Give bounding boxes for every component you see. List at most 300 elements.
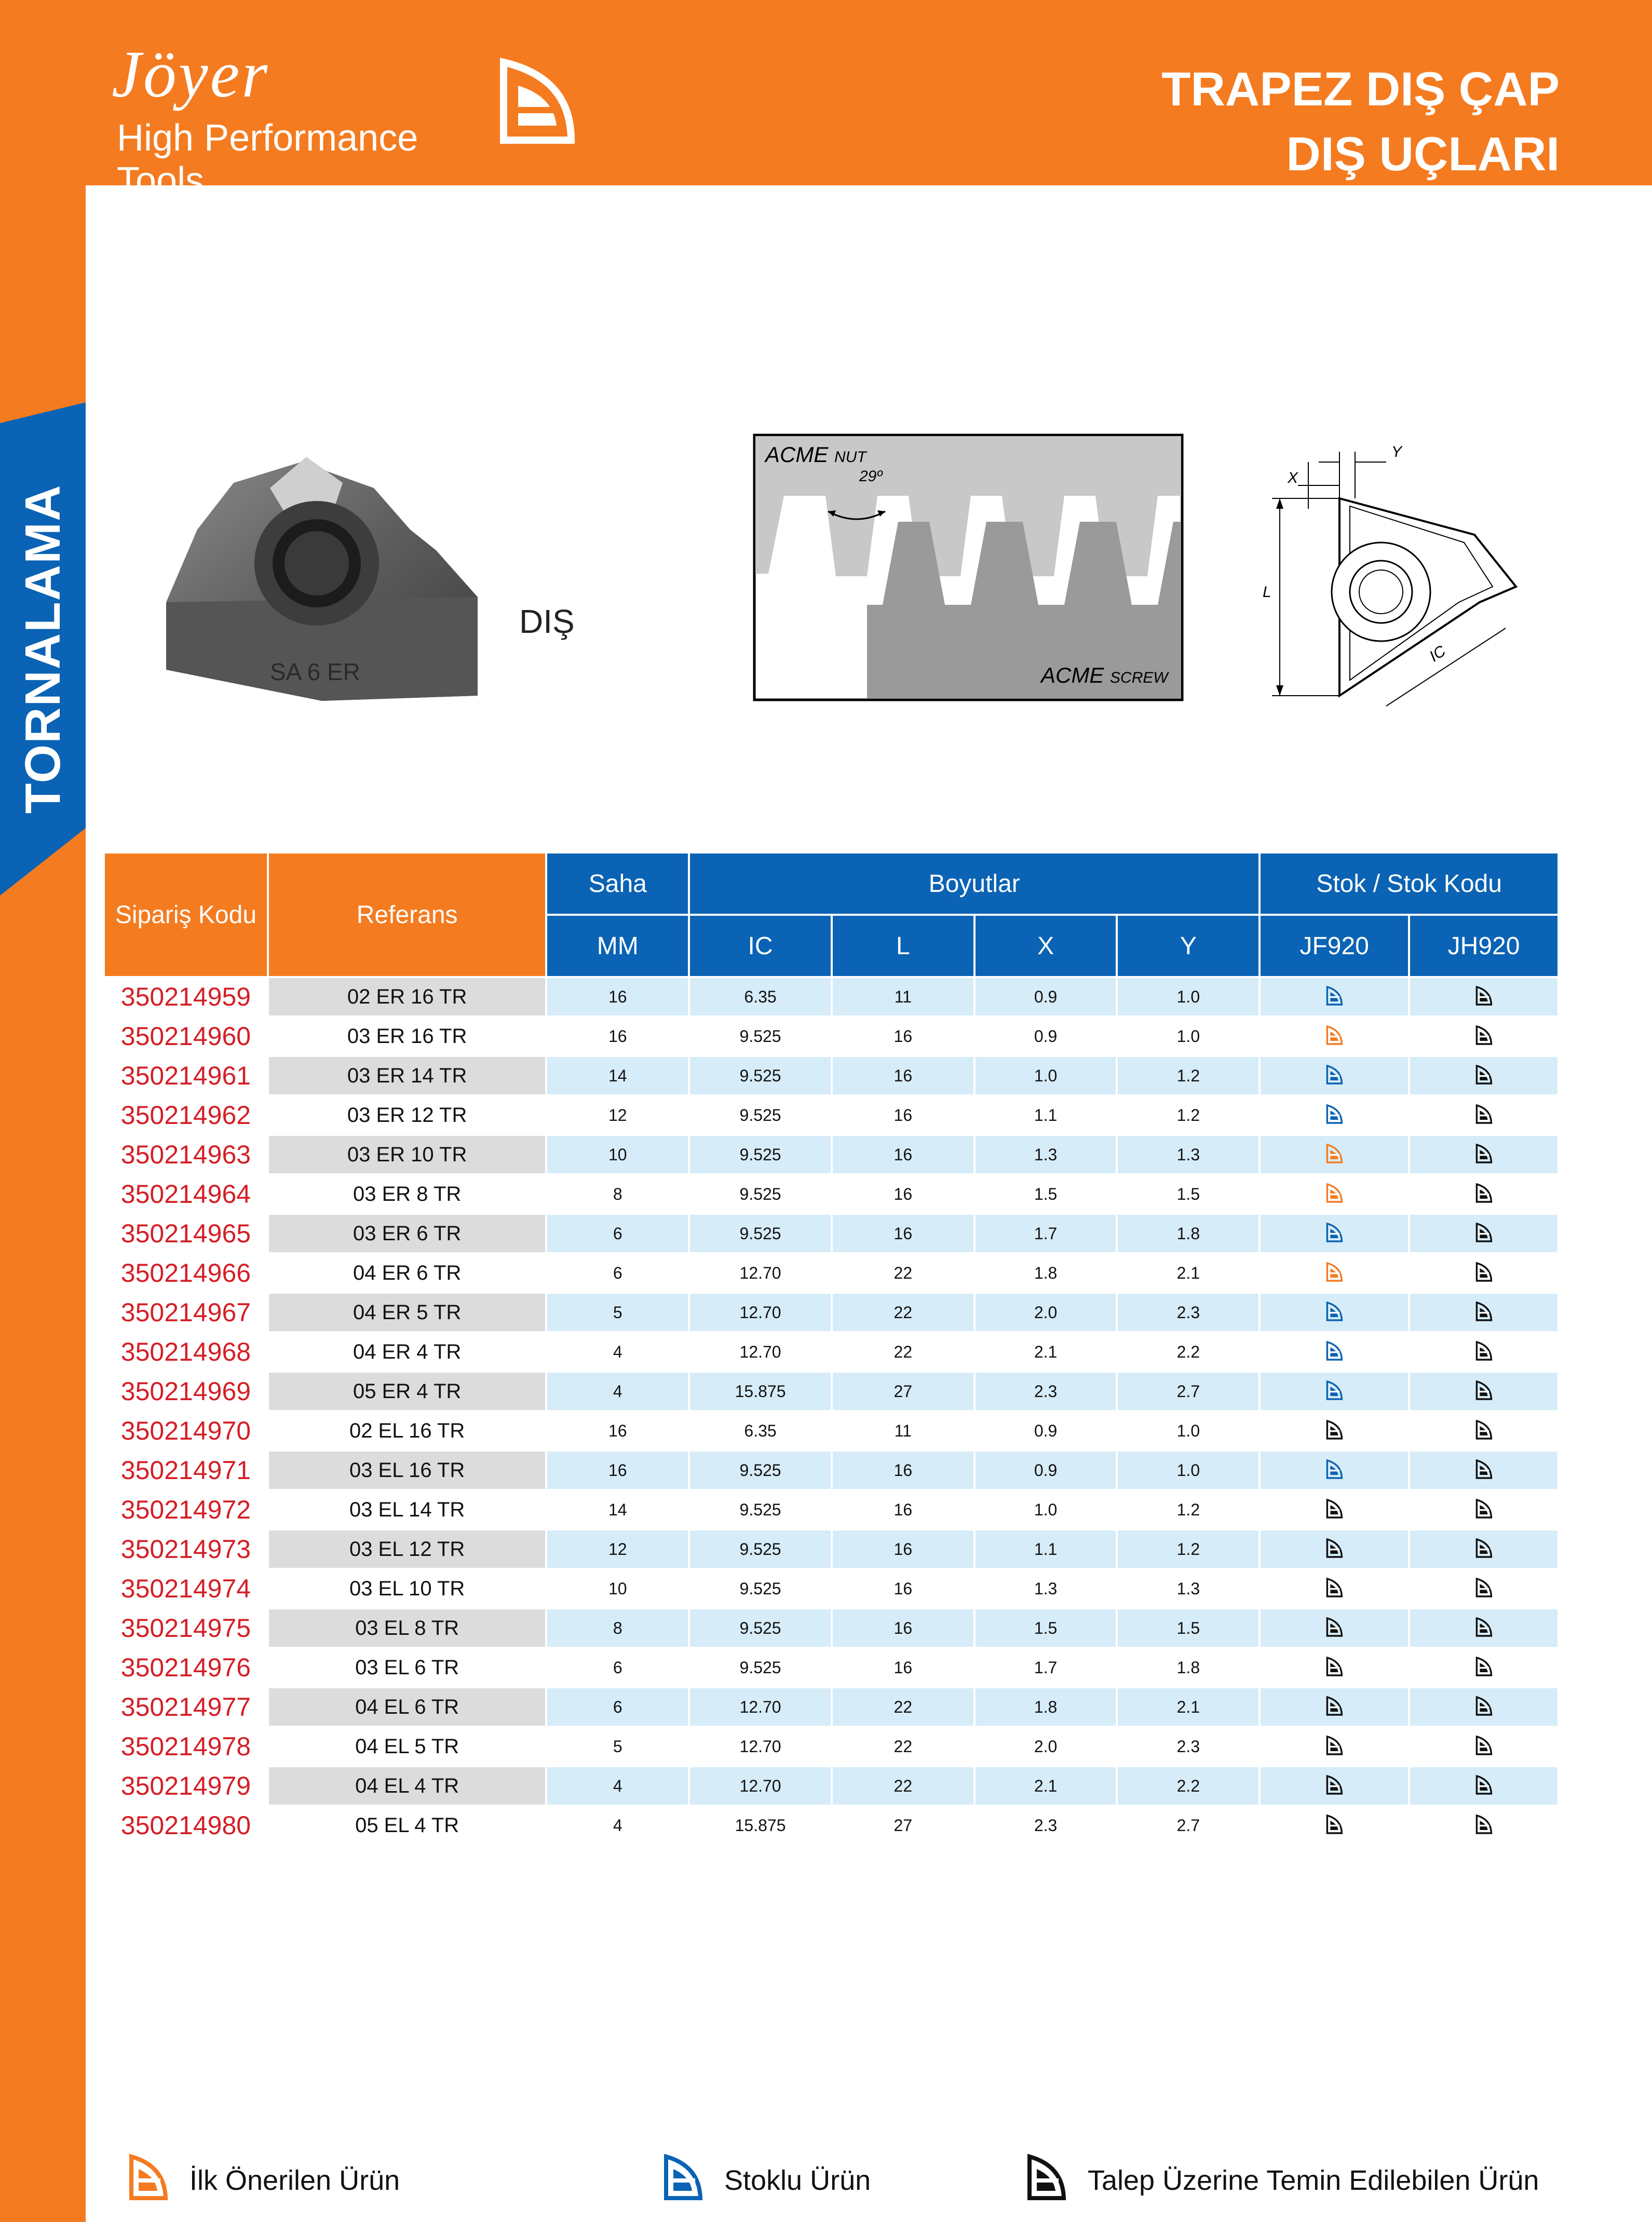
x-cell: 1.3 xyxy=(976,1136,1116,1173)
y-cell: 2.2 xyxy=(1176,1342,1200,1361)
jf920-stock-cell xyxy=(1261,1373,1408,1410)
l-cell: 16 xyxy=(893,1184,913,1203)
x-cell: 1.1 xyxy=(1034,1105,1058,1124)
table-row xyxy=(105,1215,1558,1252)
section-label xyxy=(0,402,86,896)
ic-cell: 9.525 xyxy=(690,1530,831,1568)
reference-cell: 03 EL 8 TR xyxy=(269,1609,546,1647)
table-row xyxy=(105,978,1558,1015)
y-cell: 2.3 xyxy=(1176,1737,1200,1756)
y-cell: 1.8 xyxy=(1176,1658,1200,1677)
y-cell: 1.2 xyxy=(1118,1530,1258,1568)
header-jf920: JF920 xyxy=(1261,916,1408,976)
l-cell: 22 xyxy=(893,1342,913,1361)
on-request-icon xyxy=(1475,1394,1493,1403)
table-row xyxy=(105,1136,1558,1173)
header-x: X xyxy=(976,916,1116,976)
order-code-cell: 350214977 xyxy=(120,1692,251,1722)
jh920-stock-cell xyxy=(1410,1018,1558,1055)
reference-cell: 03 EL 6 TR xyxy=(355,1656,459,1679)
reference-cell: 04 ER 5 TR xyxy=(269,1294,546,1331)
ic-cell: 12.70 xyxy=(739,1263,781,1282)
jf920-stock-cell xyxy=(1261,1688,1408,1726)
on-request-icon xyxy=(1475,1710,1493,1718)
x-cell: 1.0 xyxy=(976,1057,1116,1094)
reference-cell: 04 EL 4 TR xyxy=(269,1767,546,1805)
jf920-stock-cell xyxy=(1261,1649,1408,1686)
table-row xyxy=(105,1452,1558,1489)
on-request-icon xyxy=(1325,1749,1343,1758)
acme-thread-diagram xyxy=(753,433,1184,703)
legend-request-label: Talep Üzerine Temin Edilebilen Ürün xyxy=(1088,2165,1539,2196)
page-title-line1: TRAPEZ DIŞ ÇAP xyxy=(1161,63,1560,116)
x-cell: 1.1 xyxy=(976,1530,1116,1568)
order-code-cell: 350214969 xyxy=(120,1377,251,1406)
reference-cell: 04 EL 6 TR xyxy=(269,1688,546,1726)
on-request-icon xyxy=(1475,1512,1493,1521)
table-row xyxy=(105,1175,1558,1213)
l-cell: 16 xyxy=(893,1579,913,1598)
on-request-icon xyxy=(1325,1512,1343,1521)
legend xyxy=(127,2155,1581,2217)
in-stock-icon xyxy=(1325,999,1343,1008)
y-cell: 2.7 xyxy=(1118,1373,1258,1410)
table-row xyxy=(105,1294,1558,1331)
header-mm: MM xyxy=(547,916,688,976)
pitch-cell: 10 xyxy=(608,1579,627,1598)
header-y: Y xyxy=(1118,916,1258,976)
pitch-cell: 12 xyxy=(608,1105,627,1124)
in-stock-icon xyxy=(1325,1394,1343,1403)
pitch-cell: 4 xyxy=(613,1342,622,1361)
insert-photo xyxy=(166,452,488,701)
jh920-stock-cell xyxy=(1410,1412,1558,1449)
order-code-cell: 350214961 xyxy=(120,1061,251,1090)
table-row xyxy=(105,1530,1558,1568)
on-request-icon xyxy=(1325,1552,1343,1561)
jf920-stock-cell xyxy=(1261,1175,1408,1213)
ic-cell: 9.525 xyxy=(739,1105,781,1124)
table-row xyxy=(105,1491,1558,1528)
legend-stock-label: Stoklu Ürün xyxy=(724,2165,871,2196)
y-cell: 1.0 xyxy=(1176,1026,1200,1046)
jh920-stock-cell xyxy=(1410,1373,1558,1410)
reference-cell: 03 ER 8 TR xyxy=(353,1182,462,1205)
in-stock-icon xyxy=(1325,1236,1343,1245)
jf920-stock-cell xyxy=(1261,1491,1408,1528)
order-code-cell: 350214974 xyxy=(120,1574,251,1603)
dim-x-label: X xyxy=(1288,469,1298,486)
jh920-stock-cell xyxy=(1410,1570,1558,1607)
in-stock-icon xyxy=(662,2153,703,2208)
first-choice-icon xyxy=(1325,1276,1343,1284)
order-code-cell: 350214971 xyxy=(120,1456,251,1485)
pitch-cell: 16 xyxy=(608,1026,627,1046)
l-cell: 16 xyxy=(833,1136,973,1173)
table-row xyxy=(105,1018,1558,1055)
ic-cell: 12.70 xyxy=(739,1737,781,1756)
on-request-icon xyxy=(1475,1236,1493,1245)
l-cell: 22 xyxy=(833,1767,973,1805)
order-code-cell: 350214972 xyxy=(120,1495,251,1524)
ic-cell: 9.525 xyxy=(690,1609,831,1647)
reference-cell: 03 ER 10 TR xyxy=(269,1136,546,1173)
in-stock-icon xyxy=(1325,1315,1343,1324)
in-stock-icon xyxy=(1325,1354,1343,1363)
dim-ic-label: IC xyxy=(1426,642,1449,666)
on-request-icon xyxy=(1475,1670,1493,1679)
jf920-stock-cell xyxy=(1261,1728,1408,1765)
pitch-cell: 10 xyxy=(547,1136,688,1173)
header-l: L xyxy=(833,916,973,976)
pitch-cell: 4 xyxy=(547,1373,688,1410)
section-label-text: TORNALAMA xyxy=(15,484,71,814)
pitch-cell: 6 xyxy=(613,1263,622,1282)
jf920-stock-cell xyxy=(1261,1570,1408,1607)
jf920-stock-cell xyxy=(1261,1294,1408,1331)
on-request-icon xyxy=(1475,1828,1493,1837)
x-cell: 1.7 xyxy=(976,1215,1116,1252)
pitch-cell: 4 xyxy=(547,1767,688,1805)
jh920-stock-cell xyxy=(1410,1688,1558,1726)
jh920-stock-cell xyxy=(1410,1333,1558,1371)
on-request-icon xyxy=(1325,1670,1343,1679)
l-cell: 27 xyxy=(893,1815,913,1835)
legend-first xyxy=(127,2155,400,2206)
thread-angle-label: 29º xyxy=(859,468,883,485)
legend-stock xyxy=(662,2155,871,2206)
reference-cell: 05 ER 4 TR xyxy=(269,1373,546,1410)
order-code-cell: 350214964 xyxy=(120,1180,251,1209)
jf920-stock-cell xyxy=(1261,1136,1408,1173)
x-cell: 0.9 xyxy=(976,978,1116,1015)
in-stock-icon xyxy=(1325,1118,1343,1127)
order-code-cell: 350214978 xyxy=(120,1732,251,1761)
jh920-stock-cell xyxy=(1410,1728,1558,1765)
ic-cell: 15.875 xyxy=(735,1815,786,1835)
table-row xyxy=(105,1649,1558,1686)
ic-cell: 9.525 xyxy=(690,1215,831,1252)
l-cell: 16 xyxy=(893,1658,913,1677)
x-cell: 2.1 xyxy=(1034,1342,1058,1361)
l-cell: 16 xyxy=(893,1026,913,1046)
jh920-stock-cell xyxy=(1410,1530,1558,1568)
in-stock-icon xyxy=(1325,1078,1343,1087)
x-cell: 1.5 xyxy=(976,1609,1116,1647)
ic-cell: 6.35 xyxy=(744,1421,777,1440)
order-code-cell: 350214970 xyxy=(120,1416,251,1445)
table-row xyxy=(105,1570,1558,1607)
header-stock: Stok / Stok Kodu xyxy=(1261,853,1558,914)
x-cell: 1.8 xyxy=(976,1688,1116,1726)
in-stock-icon xyxy=(1325,1473,1343,1482)
on-request-icon xyxy=(1475,1197,1493,1205)
on-request-icon xyxy=(1025,2153,1067,2208)
header-pitch: Saha xyxy=(547,853,688,914)
order-code-cell: 350214973 xyxy=(120,1535,251,1564)
l-cell: 16 xyxy=(893,1500,913,1519)
on-request-icon xyxy=(1325,1591,1343,1600)
y-cell: 2.7 xyxy=(1176,1815,1200,1835)
on-request-icon xyxy=(1475,1039,1493,1048)
order-code-cell: 350214979 xyxy=(120,1771,251,1800)
jf920-stock-cell xyxy=(1261,1057,1408,1094)
acme-nut-label: ACME NUT xyxy=(765,442,866,467)
reference-cell: 05 EL 4 TR xyxy=(355,1813,459,1837)
first-choice-icon xyxy=(1325,1039,1343,1048)
first-choice-icon xyxy=(1325,1157,1343,1166)
ic-cell: 9.525 xyxy=(739,1026,781,1046)
jf920-stock-cell xyxy=(1261,1767,1408,1805)
x-cell: 1.5 xyxy=(1034,1184,1058,1203)
pitch-cell: 5 xyxy=(613,1737,622,1756)
pitch-cell: 16 xyxy=(547,1452,688,1489)
ic-cell: 9.525 xyxy=(690,1057,831,1094)
order-code-cell: 350214980 xyxy=(120,1811,251,1840)
jf920-stock-cell xyxy=(1261,1807,1408,1844)
pitch-cell: 8 xyxy=(547,1609,688,1647)
on-request-icon xyxy=(1475,1433,1493,1442)
pitch-cell: 6 xyxy=(547,1688,688,1726)
y-cell: 1.5 xyxy=(1176,1184,1200,1203)
reference-cell: 03 EL 10 TR xyxy=(349,1577,465,1600)
ic-cell: 9.525 xyxy=(690,1136,831,1173)
pitch-cell: 6 xyxy=(547,1215,688,1252)
on-request-icon xyxy=(1325,1789,1343,1797)
ic-cell: 9.525 xyxy=(739,1658,781,1677)
reference-cell: 02 ER 16 TR xyxy=(269,978,546,1015)
jf920-stock-cell xyxy=(1261,1215,1408,1252)
order-code-cell: 350214965 xyxy=(120,1219,251,1248)
jh920-stock-cell xyxy=(1410,1215,1558,1252)
jh920-stock-cell xyxy=(1410,1491,1558,1528)
pitch-cell: 5 xyxy=(547,1294,688,1331)
header-reference: Referans xyxy=(269,853,546,976)
brand-mark-icon xyxy=(498,57,576,145)
header-jh920: JH920 xyxy=(1410,916,1558,976)
table-row xyxy=(105,1807,1558,1844)
x-cell: 2.0 xyxy=(976,1294,1116,1331)
l-cell: 27 xyxy=(833,1373,973,1410)
reference-cell: 03 EL 12 TR xyxy=(269,1530,546,1568)
header-bar xyxy=(0,0,1652,201)
table-row xyxy=(105,1096,1558,1134)
reference-cell: 04 EL 5 TR xyxy=(355,1735,459,1758)
order-code-cell: 350214976 xyxy=(120,1653,251,1682)
x-cell: 1.7 xyxy=(1034,1658,1058,1677)
page-title-line2: DIŞ UÇLARI xyxy=(1286,128,1560,181)
jf920-stock-cell xyxy=(1261,1412,1408,1449)
jh920-stock-cell xyxy=(1410,1767,1558,1805)
jh920-stock-cell xyxy=(1410,1254,1558,1292)
ic-cell: 12.70 xyxy=(690,1767,831,1805)
jh920-stock-cell xyxy=(1410,1057,1558,1094)
x-cell: 2.3 xyxy=(1034,1815,1058,1835)
on-request-icon xyxy=(1475,1276,1493,1284)
insert-label: DIŞ xyxy=(519,603,575,640)
reference-cell: 03 EL 14 TR xyxy=(349,1498,465,1521)
on-request-icon xyxy=(1475,1118,1493,1127)
y-cell: 1.2 xyxy=(1176,1500,1200,1519)
on-request-icon xyxy=(1325,1828,1343,1837)
ic-cell: 9.525 xyxy=(739,1579,781,1598)
legend-request xyxy=(1025,2155,1539,2206)
first-choice-icon xyxy=(127,2153,169,2208)
acme-screw-label: ACME SCREW xyxy=(1041,663,1168,687)
ic-cell: 9.525 xyxy=(690,1452,831,1489)
x-cell: 0.9 xyxy=(976,1452,1116,1489)
pitch-cell: 14 xyxy=(547,1057,688,1094)
order-code-cell: 350214967 xyxy=(120,1298,251,1327)
reference-cell: 03 ER 6 TR xyxy=(269,1215,546,1252)
header-dimensions: Boyutlar xyxy=(690,853,1258,914)
x-cell: 1.3 xyxy=(1034,1579,1058,1598)
reference-cell: 03 ER 12 TR xyxy=(347,1103,467,1127)
table-row xyxy=(105,1412,1558,1449)
l-cell: 22 xyxy=(893,1263,913,1282)
pitch-cell: 6 xyxy=(613,1658,622,1677)
jf920-stock-cell xyxy=(1261,1018,1408,1055)
y-cell: 2.2 xyxy=(1118,1767,1258,1805)
table-row xyxy=(105,1767,1558,1805)
pitch-cell: 14 xyxy=(608,1500,627,1519)
reference-cell: 03 ER 16 TR xyxy=(347,1024,467,1048)
x-cell: 2.1 xyxy=(976,1767,1116,1805)
x-cell: 0.9 xyxy=(1034,1026,1058,1046)
table-row xyxy=(105,1333,1558,1371)
order-code-cell: 350214962 xyxy=(120,1101,251,1130)
on-request-icon xyxy=(1475,1552,1493,1561)
reference-cell: 03 ER 14 TR xyxy=(269,1057,546,1094)
on-request-icon xyxy=(1475,999,1493,1008)
product-table xyxy=(103,851,1560,1846)
l-cell: 16 xyxy=(833,1452,973,1489)
on-request-icon xyxy=(1475,1749,1493,1758)
y-cell: 1.0 xyxy=(1118,1452,1258,1489)
on-request-icon xyxy=(1325,1433,1343,1442)
pitch-cell: 16 xyxy=(547,978,688,1015)
l-cell: 22 xyxy=(833,1294,973,1331)
order-code-cell: 350214975 xyxy=(120,1614,251,1643)
l-cell: 16 xyxy=(833,1609,973,1647)
l-cell: 22 xyxy=(893,1737,913,1756)
on-request-icon xyxy=(1475,1789,1493,1797)
jh920-stock-cell xyxy=(1410,1609,1558,1647)
y-cell: 2.1 xyxy=(1118,1688,1258,1726)
y-cell: 1.2 xyxy=(1176,1105,1200,1124)
jh920-stock-cell xyxy=(1410,1175,1558,1213)
brand-logo xyxy=(112,36,475,201)
insert-geometry-diagram xyxy=(1262,431,1532,711)
jh920-stock-cell xyxy=(1410,1294,1558,1331)
first-choice-icon xyxy=(1325,1197,1343,1205)
jh920-stock-cell xyxy=(1410,1136,1558,1173)
x-cell: 2.0 xyxy=(1034,1737,1058,1756)
ic-cell: 15.875 xyxy=(690,1373,831,1410)
y-cell: 1.5 xyxy=(1118,1609,1258,1647)
jh920-stock-cell xyxy=(1410,978,1558,1015)
legend-first-label: İlk Önerilen Ürün xyxy=(189,2165,400,2196)
l-cell: 16 xyxy=(833,1215,973,1252)
y-cell: 2.3 xyxy=(1118,1294,1258,1331)
order-code-cell: 350214959 xyxy=(120,982,251,1011)
y-cell: 1.0 xyxy=(1176,1421,1200,1440)
ic-cell: 12.70 xyxy=(739,1342,781,1361)
y-cell: 1.3 xyxy=(1118,1136,1258,1173)
x-cell: 1.0 xyxy=(1034,1500,1058,1519)
l-cell: 16 xyxy=(833,1530,973,1568)
reference-cell: 04 ER 6 TR xyxy=(353,1261,462,1284)
order-code-cell: 350214960 xyxy=(120,1022,251,1051)
table-row xyxy=(105,1254,1558,1292)
on-request-icon xyxy=(1475,1354,1493,1363)
pitch-cell: 8 xyxy=(613,1184,622,1203)
reference-cell: 03 EL 16 TR xyxy=(269,1452,546,1489)
dim-l-label: L xyxy=(1263,584,1271,601)
x-cell: 1.8 xyxy=(1034,1263,1058,1282)
on-request-icon xyxy=(1325,1710,1343,1718)
pitch-cell: 12 xyxy=(547,1530,688,1568)
on-request-icon xyxy=(1475,1078,1493,1087)
jf920-stock-cell xyxy=(1261,1452,1408,1489)
ic-cell: 12.70 xyxy=(690,1294,831,1331)
table-row xyxy=(105,1728,1558,1765)
svg-text:SA 6 ER: SA 6 ER xyxy=(270,658,360,685)
l-cell: 11 xyxy=(833,978,973,1015)
ic-cell: 9.525 xyxy=(739,1500,781,1519)
on-request-icon xyxy=(1475,1591,1493,1600)
jf920-stock-cell xyxy=(1261,1096,1408,1134)
on-request-icon xyxy=(1475,1631,1493,1640)
table-row xyxy=(105,1609,1558,1647)
x-cell: 2.3 xyxy=(976,1373,1116,1410)
on-request-icon xyxy=(1325,1631,1343,1640)
on-request-icon xyxy=(1475,1473,1493,1482)
y-cell: 1.2 xyxy=(1118,1057,1258,1094)
y-cell: 1.3 xyxy=(1176,1579,1200,1598)
ic-cell: 12.70 xyxy=(690,1688,831,1726)
on-request-icon xyxy=(1475,1315,1493,1324)
table-row xyxy=(105,1373,1558,1410)
order-code-cell: 350214963 xyxy=(120,1140,251,1169)
l-cell: 16 xyxy=(893,1105,913,1124)
jf920-stock-cell xyxy=(1261,1609,1408,1647)
pitch-cell: 4 xyxy=(613,1815,622,1835)
header-ic: IC xyxy=(690,916,831,976)
ic-cell: 6.35 xyxy=(690,978,831,1015)
on-request-icon xyxy=(1475,1157,1493,1166)
jh920-stock-cell xyxy=(1410,1096,1558,1134)
l-cell: 11 xyxy=(894,1421,912,1440)
order-code-cell: 350214966 xyxy=(120,1258,251,1288)
jh920-stock-cell xyxy=(1410,1807,1558,1844)
ic-cell: 9.525 xyxy=(739,1184,781,1203)
jh920-stock-cell xyxy=(1410,1649,1558,1686)
y-cell: 1.8 xyxy=(1118,1215,1258,1252)
order-code-cell: 350214968 xyxy=(120,1337,251,1366)
jf920-stock-cell xyxy=(1261,1530,1408,1568)
reference-cell: 04 ER 4 TR xyxy=(353,1340,462,1363)
brand-name: Jöyer xyxy=(112,37,270,111)
l-cell: 22 xyxy=(833,1688,973,1726)
jf920-stock-cell xyxy=(1261,978,1408,1015)
dim-y-label: Y xyxy=(1391,443,1402,460)
header-order-code: Sipariş Kodu xyxy=(105,853,267,976)
page-title xyxy=(1161,57,1560,187)
table-row xyxy=(105,1688,1558,1726)
brand-tagline: High Performance Tools xyxy=(117,117,418,201)
jh920-stock-cell xyxy=(1410,1452,1558,1489)
